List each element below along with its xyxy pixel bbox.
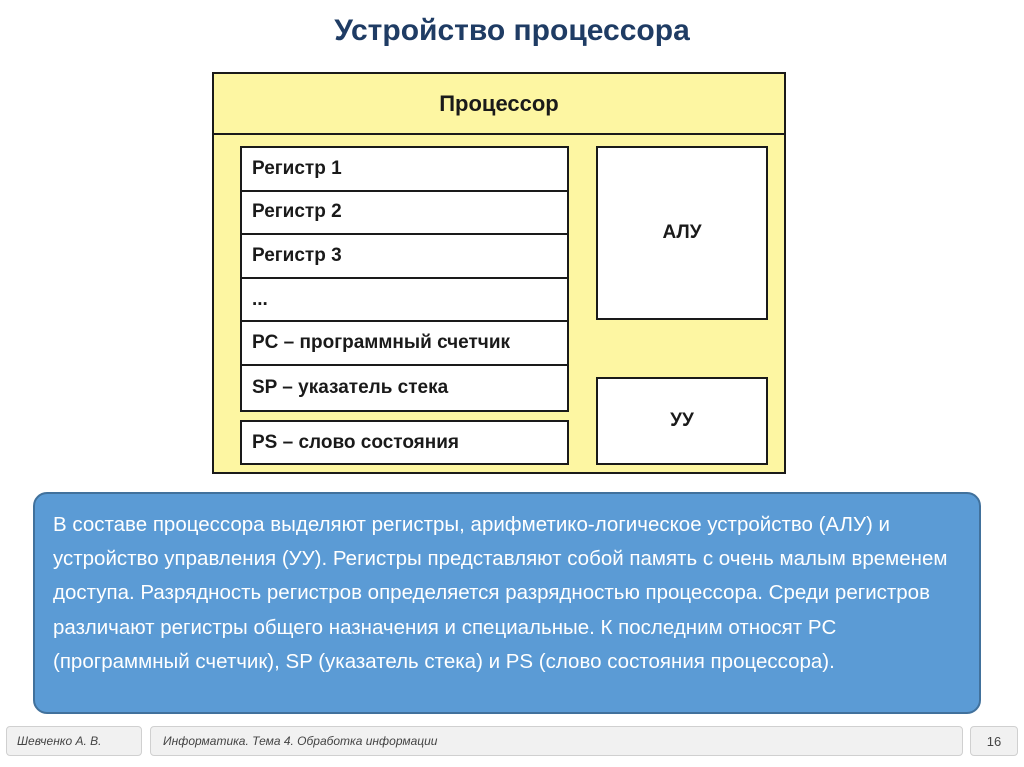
footer-page-number: 16: [970, 726, 1018, 756]
register-ps: PS – слово состояния: [240, 420, 569, 465]
register-1: Регистр 1: [242, 148, 567, 192]
control-unit-block: УУ: [596, 377, 768, 465]
description-box: В составе процессора выделяют регистры, арифметико-логическое устройство (АЛУ) и устройство управления (УУ). Регистры представляют собой память с очень малым временем доступа. Разрядность регистров определяется разрядностью процессора. Среди регистров различают регистры общего назначения и специальные. К последним относят PC (программный счетчик), SP (указатель стека) и PS (слово состояния процессора).: [33, 492, 981, 714]
footer-course: Информатика. Тема 4. Обработка информации: [150, 726, 963, 756]
processor-block: [212, 72, 786, 474]
register-3: Регистр 3: [242, 235, 567, 279]
footer-author: Шевченко А. В.: [6, 726, 142, 756]
processor-header: Процессор: [214, 74, 784, 135]
alu-block: АЛУ: [596, 146, 768, 320]
register-sp: SP – указатель стека: [252, 376, 449, 398]
register-ellipsis: ...: [242, 279, 567, 323]
register-pc: PC – программный счетчик: [242, 322, 567, 366]
register-2: Регистр 2: [242, 192, 567, 236]
slide-title: Устройство процессора: [334, 14, 690, 47]
register-stack: [240, 146, 569, 412]
